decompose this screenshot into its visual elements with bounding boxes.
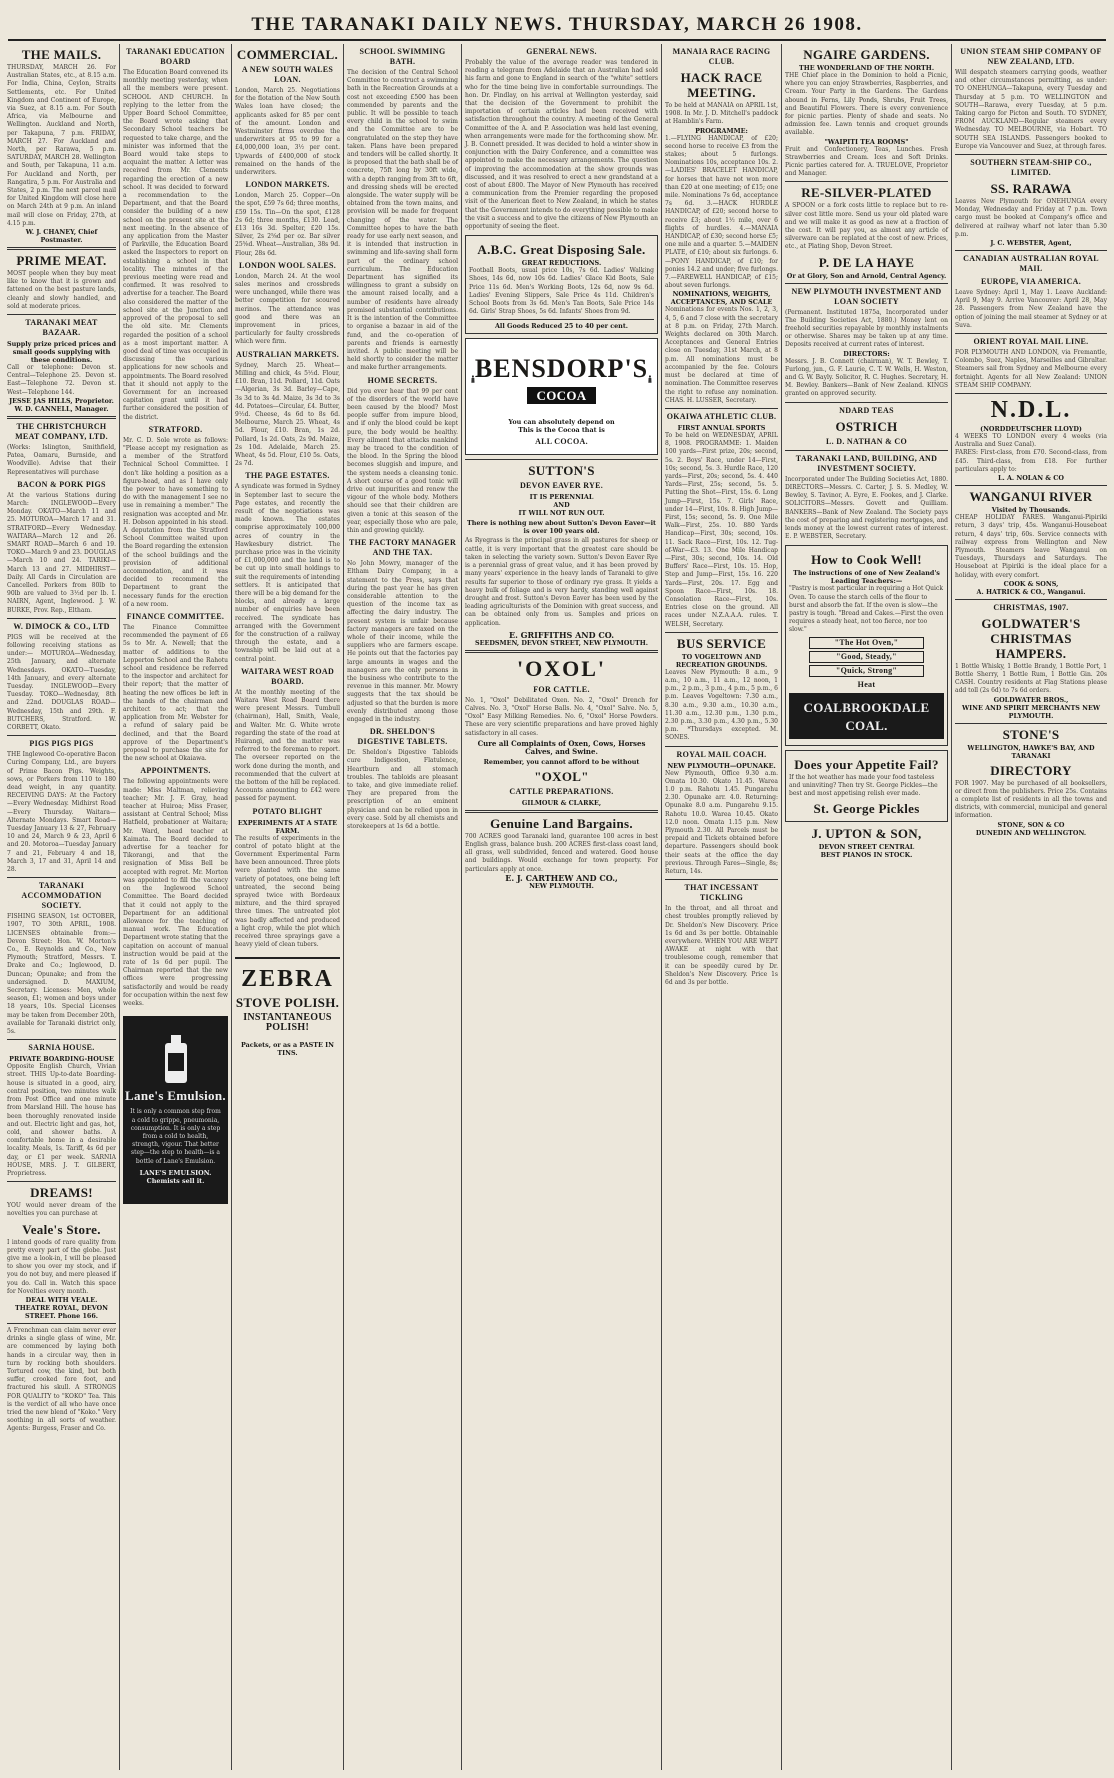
directory-heading: DIRECTORY — [990, 762, 1072, 778]
permanent-text: (Permanent. Instituted 1875a, Incorporated under The Building Societies Act, 1880.) Money lent on freehold securities repayable by monthly instalments or otherwise. Shares may be taken up at any time. Deposits received at current rates of interest. — [785, 308, 948, 349]
programme-heading: PROGRAMME: — [695, 126, 748, 135]
oxol-heading-2: "OXOL" — [534, 768, 589, 784]
directors-text: Messrs. J. B. Connett (chairman), W. T. Bewley, T. Furlong, jun., G. F. Laurie, C. T. W. Wells, H. Weston, and G. W. Bayly. Solicitor, R. C. Hughes. Secretary, H. M. Bewley. Bankers—Bank of New Zealand. KINGS granted on approved security. — [785, 357, 948, 398]
freezing-text: (Works: Islington, Smithfield, Patea, Oamaru, Burnside, and Woodville). Advise that their Representatives will purchase — [7, 443, 116, 476]
dimock-heading: W. DIMOCK & CO., LTD — [13, 621, 110, 631]
standard-teas-heading: NDARD TEAS — [839, 405, 894, 415]
bensdorp-heading: BENSDORP'S — [474, 353, 649, 383]
resilver-heading: RE-SILVER-PLATED — [801, 185, 932, 201]
column-2 — [120, 44, 232, 1770]
delahaye-sub: Or at Glory, Son and Arnold, Central Agency. — [786, 271, 947, 280]
accommodation-heading: TARANAKI ACCOMMODATION SOCIETY. — [21, 881, 102, 911]
bacon-heading: BACON & PORK PIGS — [17, 479, 106, 489]
appointments-text: The following appointments were made: Miss Maltman, relieving teacher; Mr. J. F. Gray, head teacher at Huiroa; Miss Fraser, assistant at Central School; Miss Hatfield, probationer at Waitara; Mr. Ward, head teacher at Kaimata. The Board decided to advertise for a teacher for Tikorangi, and that the resignation of Miss Bell be accepted with regret. Mr. Morton was appointed to fill the vacancy on the Inglewood School Committee. The Board decided that it could not apply to the Department for an additional allowance for the teaching of manual work. The Education Department wrote stating that the capitation on account of manual instruction would be paid at the rate of 1s 6d per pupil. The Chairman reported that the new offices were progressing satisfactorily and would be ready for occupation within the next few weeks. — [123, 778, 228, 1007]
waipiti-heading: "WAIPITI TEA ROOMS" — [824, 137, 909, 146]
dreams-heading: DREAMS! — [30, 1185, 93, 1201]
veale-text: I intend goods of rare quality from pretty every part of the globe. Just give me a look-in, I will be pleased to show you over my stock, and if you do not buy, and mere pleased if you do. Call in. Watch this space for Novelties every month. — [7, 1238, 116, 1295]
potato-heading: POTATO BLIGHT — [252, 806, 323, 816]
stratford-text: Mr. C. D. Sole wrote as follows: "Please accept my resignation as a member of the Stratford Technical School Committee. I don't like holding a position as a figure-head, and as I have only the power to have something to do with the management I see no use in remaining a member." The resignation was accepted and Mr. H. Dobson appointed in his stead. A deputation from the Stratford School Committee waited upon the Board regarding the extension of the school buildings and the provision of additional accommodation, and it was decided to recommend the Department to grant the necessary funds for the erection of a new room. — [123, 436, 228, 608]
christmas-heading: CHRISTMAS, 1907. — [993, 602, 1069, 612]
land-heading: Genuine Land Bargains. — [490, 815, 633, 831]
goldwater-sub: WINE AND SPIRIT MERCHANTS NEW PLYMOUTH. — [961, 703, 1101, 720]
stratford-heading: STRATFORD. — [148, 424, 203, 434]
commercial-heading: COMMERCIAL. — [236, 47, 339, 62]
carthew-sub: NEW PLYMOUTH. — [529, 881, 594, 890]
bus-timetable: Leaves New Plymouth: 8 a.m., 9 a.m., 10 a.m., 11 a.m., 12 noon, 1 p.m., 2 p.m., 3 p.m., 4 p.m., 5 p.m., 6 p.m. Leaves Vogeltown: 7.30 a.m., 8.30 a.m., 9.30 a.m., 10.30 a.m., 11.30 a.m., 12.30 p.m., 1.30 p.m., 2.30 p.m., 3.30 p.m., 4.30 p.m., 5.30 p.m. *Thursdays excepted. M. SONES. — [665, 668, 778, 742]
royal-mail-heading: ROYAL MAIL COACH. — [676, 749, 767, 759]
ngaire-sub: THE WONDERLAND OF THE NORTH. — [798, 64, 935, 72]
col1-bottom-text: A Frenchman can claim never ever drinks a single glass of wine, Mr. are commenced by laying both hands in a circular way, then in turn by rocking both shoulders. Tortured cow, the kind, but both suffer, crooked fore foot, and fractured his skull. A STRONGS FOR QUALITY to "KOKO" Tea. This is the verdict of all who have once tried the new blend of "Koko." Very soothing in all sorts of weather. Agents: Burgess, Fraser and Co. — [7, 1326, 116, 1433]
postmaster: W. J. CHANEY, Chief Postmaster. — [25, 228, 98, 245]
sutton-text2: AND — [553, 501, 570, 510]
masthead: THE TARANAKI DAILY NEWS. THURSDAY, MARCH 26 1908. — [8, 14, 1106, 41]
orient-heading: ORIENT ROYAL MAIL LINE. — [973, 337, 1089, 347]
gilmour-name: GILMOUR & CLARKE, — [521, 798, 602, 807]
hack-meeting-heading: HACK RACE MEETING. — [680, 70, 763, 100]
sutton-heading: SUTTON'S — [528, 463, 595, 479]
column-5 — [462, 44, 662, 1770]
finance-heading: FINANCE COMMITTEE. — [126, 612, 225, 621]
wanganui-heading: WANGANUI RIVER — [969, 489, 1093, 505]
appointments-heading: APPOINTMENTS. — [140, 766, 211, 776]
ndl-fares: FARES: First-class, from £70. Second-class, from £45. Third-class, from £18. For further particulars apply to: — [955, 449, 1107, 473]
okaiwa-text: To be held on WEDNESDAY, APRIL 8, 1908. PROGRAMME: 1. Maiden 100 yards—First prize, 20s; second, 5s. 2. Boys' Race, under 14—First, 10s; second, 5s. 3. Hurdle Race, 120 yards—First, 20s; second, 5s. 4. 440 Yards—First, 25s; second, 5s. 5. Putting the Shot—First, 15s. 6. Long Jump—First, 15s. 7. Girls' Race, under 14—First, 10s. 8. High Jump—First, 15s; second, 5s. 9. One Mile Walk—First, 25s. 10. 880 Yards Handicap—First, 30s; second, 10s. 11. Sack Race—First, 10s. 12. Tug-of-War—£3. 13. One Mile Handicap—First, 30s; second, 10s. 14. Old Buffers' Race—First, 10s. 15. Hop, Step and Jump—First, 15s. 16. 220 Yards—First, 20s. 17. Egg and Spoon Race—First, 10s. 18. Consolation Race—First, 10s. Entries close on the ground. All races under N.Z.A.A.A. rules. T. WELSH, Secretary. — [665, 431, 778, 628]
lanes-bottle-icon — [161, 1035, 191, 1085]
column-1 — [4, 44, 120, 1770]
okaiwa-sub: FIRST ANNUAL SPORTS — [677, 423, 766, 432]
waitara-text: At the monthly meeting of the Waitara West Road Board there were present Messrs. Tumbull (chairman), Hall, Smith, Veale, and Walter. Mr. G. White wrote regarding the state of the road at Huirangi, and the matter was referred to the foreman to report. The overseer reported on the work done during the month, and recommended that the culvert at the bottom of the hill be replaced. Accounts amounting to £42 were passed for payment. — [235, 688, 340, 803]
lanes-footer: LANE'S EMULSION. Chemists sell it. — [139, 1168, 212, 1185]
page-estates-text: A syndicate was formed in Sydney in September last to secure the Page estates, and recently the result of the negotiations was made known. The estates comprise approximately 100,000 acres of country in the Hawkesbury district. The purchase price was in the vicinity of £1,000,000 and the land is to be cut up into small holdings to suit the requirements of intending settlers. It is anticipated that there will be a big demand for the blocks, and already a large number of enquiries have been received. The syndicate has arranged with the Government for the construction of a railway through the estate, and a township will be laid out at a central point. — [235, 483, 340, 663]
general-news-heading: GENERAL NEWS. — [526, 47, 597, 56]
bazaar-proprietor: JESSE JAS HILLS, Proprietor. — [9, 396, 114, 405]
bus-sub: TO VOGELTOWN AND RECREATION GROUNDS. — [675, 652, 768, 669]
home-secrets-text: Did you ever hear that 99 per cent of the disorders of the world have been caused by the blood? Most people suffer from impure blood, and if only the blood could be kept pure, the body would be healthy. Every ailment that attacks mankind may be traced to the condition of the blood. In the Spring the blood becomes sluggish and impure, and the system needs a cleansing tonic. A short course of a good tonic will drive out impurities and renew the vigour of the whole body. Mothers should see that their children are given a tonic at this season of the year, especially those who are pale, thin and growing quickly. — [347, 387, 458, 534]
potato-sub: EXPERIMENTS AT A STATE FARM. — [237, 818, 338, 835]
ostrich-heading: OSTRICH — [835, 418, 898, 434]
coalbrookdale-banner — [789, 693, 944, 739]
appetite-advert — [785, 750, 948, 823]
oxol-cattle: CATTLE PREPARATIONS. — [509, 786, 614, 796]
sarnia-text: Opposite English Church, Vivian street. THIS Up-to-date Boarding-house is situated in a good, airy, central position, two minutes walk from Post Office and one minute from Marsland Hill. The house has been thoroughly renovated inside and out. Electric light and gas, hot, cold, and shower baths. A comfortable home in a desirable locality. Meals, 1s. Tariff, 4s 6d per day, or £1 per week. SARNIA HOUSE, MRS. J. T. GILBERT, Proprietress. — [7, 1063, 116, 1177]
ndl-text: 4 WEEKS TO LONDON every 4 weeks (via Australia and Suez Canal). — [955, 433, 1107, 449]
dimock-text: PIGS will be received at the following receiving stations as under:— MOTUROA—Wednesday, 25th January, and alternate Wednesdays. OKATO—Tuesday, 14th January, and every alternate Tuesday. INGLEWOOD—Every Tuesday. TOKO—Wednesday, 8th and 22nd. DOUGLAS ROAD—Wednesday, 15th and 29th. F. BUTCHERS, Stratford. W. CORBETT, Okato. — [7, 633, 116, 731]
accommodation-text: FISHING SEASON, 1st OCTOBER, 1907, TO 30th APRIL, 1908. LICENSES obtainable from:— Devon Street: Hon. W. Morton's Co., E. Reynolds and Co., New Plymouth; Stratford, Messrs. T. Drake and Co.; Inglewood, D. Duncan; Opunake; and from the undersigned. D. MAXIUM, Secretary. Licenses: Men, whole season, £1; women and boys under 18 years, 10s. Special Licenses may be taken from December 20th, available for Taranaki district only, 5s. — [7, 913, 116, 1036]
veale-footer: DEAL WITH VEALE. THEATRE ROYAL, DEVON STREET. Phone 166. — [14, 1295, 109, 1320]
appetite-text: If the hot weather has made your food tasteless and uninviting? Then try St. George Pickles—the best and most appetising relish ever made. — [789, 773, 938, 797]
lanes-advert — [123, 1016, 228, 1204]
stones-sub: WELLINGTON, HAWKE'S BAY, AND TARANAKI — [967, 743, 1095, 760]
griffiths-sub: SEEDSMEN, DEVON STREET, NEW PLYMOUTH. — [475, 638, 648, 647]
ndl-heading: N.D.L. — [990, 397, 1072, 424]
general-news-text: Probably the value of the average reader was tendered in reading a telegram from Adelaide that an Australian had sold his farm and gone to England in search of the "white" settlers who for the time being live in comfortable surroundings. The hon. Dr. Findlay, on his arrival at Wellington yesterday, said that the decision of the Government to prohibit the importation of certain articles had been received with satisfaction throughout the country. A meeting of the General Committee of the A. and P. Association was held last evening, when arrangements were made for the forthcoming show. Mr. J. B. Connett presided. It was decided to hold a winter show in conjunction with the Dairy Conference, and a committee was appointed to make the necessary arrangements. The question of improving the accommodation at the show grounds was discussed, and it was resolved to erect a new grandstand at a cost of about £800. The Mayor of New Plymouth has received a communication from the Premier regarding the proposed visit of the American fleet to New Zealand, in which he states that the Government intends to do everything possible to make the visit a success and to give the citizens of New Plymouth an opportunity of seeing the fleet. — [465, 59, 658, 231]
bazaar-manager: W. D. CANNELL, Manager. — [14, 404, 109, 413]
resilver-text: A SPOON or a fork costs little to replace but to re-silver cost little more. Send us your old plated ware and we will make it as good as new at a fraction of the cost. It will pay you, as almost any article of silverware can be replated at the cost of new. Prices, etc., at Plating Shop, Devon Street. — [785, 202, 948, 251]
finance-text: The Finance Committee recommended the payment of £6 5s to Mr. A. Newell; that the matter of additions to the Lepperton School and the Rahotu school and residence be referred to the inspector and architect for their report; that the matter of heating the new offices be left in the hands of the chairman and architect to act; that the application from Mr. Webster for a refund of salary paid be declined, and that the Board approve of the Department's proposal to purchase the site for the new school at Okaiawa. — [123, 624, 228, 763]
cook-heading: How to Cook Well! — [811, 552, 922, 568]
southern-heading: SOUTHERN STEAM-SHIP CO., LIMITED. — [970, 158, 1092, 178]
sutton-text: As Ryegrass is the principal grass in all pastures for sheep or cattle, it is very important that the greatest care should be taken in selecting the variety sown. Sutton's Devon Eaver Rye is a perennial grass of great value, and it has been proved by many years' experience in the heavy lands of Taranaki to give results far superior to those of ordinary rye grass. It yields a heavy bulk of foliage and is very hardy, standing well against drought and frost. Sutton's Devon Eaver has been used by the leading agriculturists of the Dominion with great success, and can be obtained only from us. Samples and prices on application. — [465, 537, 658, 627]
column-4 — [344, 44, 462, 1770]
royal-mail-timetable: New Plymouth, Office 9.30 a.m. Omata 10.30. Okato 11.45. Warea 1.0 p.m. Rahotu 1.45. Pungarehu 2.30. Opunake arr. 4.0. Returning: Opunake 8.0 a.m. Pungarehu 9.15. Rahotu 10.0. Warea 10.45. Okato 12.0 noon. Omata 1.15 p.m. New Plymouth 2.30. All Parcels must be prepaid and Tickets obtained before departure. Passengers should book their seats at the office the day previous. Through Fares—Single, 8s; Return, 14s. — [665, 769, 778, 876]
bensdorp-text1: You can absolutely depend on — [508, 418, 615, 427]
ngaire-heading: NGAIRE GARDENS. — [803, 47, 930, 62]
column-8 — [952, 44, 1110, 1770]
ngaire-text: THE Chief place in the Dominion to hold a Picnic, where you can enjoy Strawberries, Raspberries, and Cream. Your Party in the Gardens. The Gardens abound in Ferns, Lily Ponds, Shrubs, Fruit Trees, and Beautiful Flowers. There is every convenience for picnic parties. Plenty of shade and seats. No admission fee. Lawn tennis and croquet grounds available. — [785, 72, 948, 137]
education-text: The Education Board convened its monthly meeting yesterday, when all the members were present. SCHOOL AND CHURCH. In replying to the letter from the Upper Board School Committee, the Board wrote asking that Secondary School teachers be requested to take charge, and the minister was informed that the Board would take steps to acquaint the matter. A letter was received from Mr. Clements regarding the erection of a new school. It was decided to forward a recommendation to the Department, and that the Board consider the building of a new school on the present site at the next meeting. In the absence of any application from the Master of Parkville, the Education Board asked the Inspectors to report on establishing a school in that locality. The minutes of the previous meeting were read and confirmed. It was resolved to advertise for a teacher. The Board also considered the matter of the school site at the Junction and approved of the proposal to sell the old site. Mr. Clements regarded the position of a school as a most important matter. A good deal of time was occupied in discussing the various applications for new schools and appointments. The Board resolved that it should not apply to the Government for an increased capitation grant until it had further considered the position of the district. — [123, 69, 228, 421]
column-6 — [662, 44, 782, 1770]
appetite-heading: Does your Appetite Fail? — [794, 756, 939, 772]
tickling-heading: THAT INCESSANT TICKLING — [684, 883, 759, 903]
sutton-text1: IT IS PERENNIAL — [529, 493, 594, 502]
sheldon-text: Dr. Sheldon's Digestive Tabloids cure Indigestion, Flatulence, Heartburn and all stomach troubles. The tabloids are pleasant to take, and give immediate relief. They are prepared from the prescription of an eminent physician and can be relied upon in every case. Sold by all chemists and storekeepers at 1s 6d a bottle. — [347, 749, 458, 831]
potato-text: The results of experiments in the control of potato blight at the Government Experimental Farm have been announced. Three plots were planted with the same variety of potatoes, one being left untreated, the second being sprayed twice with Bordeaux mixture, and the third sprayed three times. The untreated plot was badly affected and produced a light crop, while the plot which received three sprayings gave a heavy yield of clean tubers. — [235, 834, 340, 949]
upton-sub: DEVON STREET CENTRAL — [818, 843, 915, 852]
australian-markets-text: Sydney, March 25. Wheat—Milling and chick, 4s 5½d. Flour, £10. Bran, 11d. Pollard, 11d. Oats—Algerian, 3s 3d. Barley—Cape, 3s 3d to 3s 4d. Maize, 3s 3d to 3s 4d. Potatoes—Circular, £4. Butter, 9½d. Cheese, 4s 6d to 8s 6d. Melbourne, March 25. Wheat, 4s 5d. Flour, £10. Bran, 1s 2d. Pollard, 1s 2d. Oats, 2s 9d. Maize, 2s 10d. Adelaide, March 25. Wheat, 4s 5d. Flour, £10 5s. Oats, 2s 7d. — [235, 361, 340, 468]
london-markets-heading: LONDON MARKETS. — [245, 180, 330, 190]
mails-text: THURSDAY, MARCH 26. For Australian States, etc., at 8.15 a.m. For India, China, Ceylon, Straits Settlements, etc. For United Kingdom and Continent of Europe, via Suez, at 8.15 a.m. For South Africa, via Melbourne and Wellington. Auckland and North, per Takapuna, 7 p.m. FRIDAY, MARCH 27. For Auckland and North, per Rarawa, 5 p.m. SATURDAY, MARCH 28. Wellington and South, per Takapuna, 11 a.m. For Auckland and North, per Rangatira, 5 p.m. For Australia and States, 2 p.m. The next parcel mail for United Kingdom will close here on March 24th at 9 p.m. An inland mail will close on Friday, 27th, at 4.15 p.m. — [7, 64, 116, 227]
meat-bazaar-sub: Supply prize priced prices and small goods supplying with these conditions. — [7, 340, 116, 365]
rarawa-heading: SS. RARAWA — [990, 181, 1072, 197]
directors-heading: DIRECTORS: — [843, 349, 890, 358]
freezing-heading: THE CHRISTCHURCH MEAT COMPANY, LTD. — [15, 421, 108, 441]
abc-sub: GREAT REDUCTIONS. — [521, 259, 602, 268]
zebra-sub2: INSTANTANEOUS POLISH! — [243, 1012, 332, 1034]
abc-advert — [465, 235, 658, 334]
europe-heading: EUROPE, VIA AMERICA. — [980, 277, 1082, 287]
heat-label: Heat — [857, 679, 876, 689]
abc-footer: All Goods Reduced 25 to 40 per cent. — [469, 319, 654, 330]
cook-instructions: The instructions of one of New Zealand's Leading Teachers:— — [793, 569, 940, 586]
good-steady-label: "Good, Steady," — [809, 651, 924, 663]
building-society-text: Incorporated under The Building Societies Act, 1880. DIRECTORS—Messrs. C. Carter, J. S. S. Medley, W. Bewley, S. Tavinor, A. Eyre, E. Fookes, and J. Clarke. SOLICITORS—Messrs. Govett and Quilliam. BANKERS—Bank of New Zealand. The Society pays the cost of preparing and registering mortgages, and lends money at the lowest current rates of interest. E. P. WEBSTER, Secretary. — [785, 475, 948, 541]
dreams-text: YOU would never dream of the novelties you can purchase at — [7, 1202, 116, 1218]
lanes-heading: Lane's Emulsion. — [125, 1088, 226, 1104]
goldwater-bros: GOLDWATER BROS., — [993, 695, 1069, 704]
orient-text: FOR PLYMOUTH AND LONDON, via Fremantle, Colombo, Suez, Naples, Marseilles and Gibraltar. Steamers sail from Sydney and Melbourne every fortnight. Agents for all New Zealand: UNION STEAM SHIP COMPANY. — [955, 349, 1107, 389]
cook-text: "Pastry is most particular in requiring a Hot Quick Oven. To cause the starch cells of the flour to burst and absorb the fat. If the oven is slow—the pastry is tough. "Bread and Cakes.—First the oven requires a steady heat, not too fierce, nor too slow." — [789, 585, 944, 634]
waipiti-text: Fruit and Confectionery, Teas, Lunches. Fresh Strawberries and Cream. Ices and Soft Drinks. Picnic parties catered for. A. TRUELOVE, Proprietor and Manager. — [785, 145, 948, 178]
union-heading: UNION STEAM SHIP COMPANY OF NEW ZEALAND, LTD. — [960, 47, 1102, 66]
upton-pianos: BEST PIANOS IN STOCK. — [820, 851, 913, 860]
cook-sons: COOK & SONS, — [1003, 579, 1059, 588]
swimming-text: The decision of the Central School Committee to construct a swimming bath in the Recreation Grounds at a cost not exceeding £500 has been commended by parents and the public. It will be possible to teach every child in the school to swim and the Committee are to be congratulated on the step they have taken. Plans have been prepared and tenders will be called shortly. It is proposed that the bath shall be of concrete, 75ft long by 30ft wide, with a depth ranging from 3ft to 6ft, and dressing sheds will be erected alongside. The water supply will be obtained from the town mains, and provision will be made for frequent changing of the water. The Committee hopes to have the bath ready for use early next season, and it is intended that instruction in swimming and life-saving shall form part of the ordinary school curriculum. The Education Department has signified its willingness to grant a subsidy on the amount raised locally, and a number of residents have already promised substantial contributions. It is the intention of the Committee to organise a bazaar in aid of the fund, and the co-operation of parents and friends is earnestly invited. A public meeting will be held shortly to consider the matter and make further arrangements. — [347, 69, 458, 372]
column-7 — [782, 44, 952, 1770]
wool-sales-heading: LONDON WOOL SALES. — [238, 260, 337, 270]
royal-mail-sub: NEW PLYMOUTH—OPUNAKE. — [667, 761, 776, 770]
factory-heading: THE FACTORY MANAGER AND THE TAX. — [348, 538, 457, 558]
sarnia-sub: PRIVATE BOARDING-HOUSE — [9, 1055, 114, 1064]
nominations-text: Nominations for events Nos. 1, 2, 3, 4, 5, 6 and 7 close with the secretary at 8 p.m. on Friday, 27th March. Weights declared on 30th March. Acceptances and General Entries close on Tuesday, 31st March, at 8 p.m. All nominations must be accompanied by the fee. Colours must be declared at time of nomination. The Committee reserves the right to refuse any nomination. CHAS. H. LUSSER, Secretary. — [665, 306, 778, 404]
oxol-sub: FOR CATTLE. — [533, 684, 590, 694]
programme-text: 1.—FLYING HANDICAP, of £20; second horse to receive £3 from the stakes; about 5 furlongs. Nominations 10s, acceptance 10s. 2.—LADIES' BRACELET HANDICAP, for horses that have not won more than £20 at one meeting; of £15; one mile. Nominations 7s 6d, acceptance 7s 6d. 3.—HACK HURDLE HANDICAP, of £20; second horse to receive £3; about 1½ mile, over 6 flights of hurdles. 4.—MANAIA HANDICAP, of £30; second horse £5; one mile and a quarter. 5.—MAIDEN PLATE, of £10; about six furlongs. 6.—PONY HANDICAP, of £10; for ponies 14.2 and under; five furlongs. 7.—FAREWELL HANDICAP, of £15; about seven furlongs. — [665, 134, 778, 290]
bensdorp-text3: ALL COCOA. — [535, 437, 588, 447]
nathan-heading: L. D. NATHAN & CO — [826, 436, 907, 446]
nominations-heading: NOMINATIONS, WEIGHTS, ACCEPTANCES, AND SCALE — [670, 290, 773, 307]
directory-text: FOR 1907. May be purchased of all booksellers, or direct from the publishers. Price 25s. Contains a complete list of residents in all the towns and districts, with commercial, municipal and general information. — [955, 779, 1107, 820]
meat-bazaar-heading: TARANAKI MEAT BAZAAR. — [25, 318, 98, 338]
st-george-heading: St. George Pickles — [813, 801, 920, 817]
quick-strong-label: "Quick, Strong" — [809, 665, 924, 677]
coalbrookdale-advert — [785, 545, 948, 745]
tickling-text: In the throat, and all throat and chest troubles promptly relieved by Dr. Sheldon's New Discovery. Price 1s 6d and 3s per bottle. Obtainable everywhere. WHEN YOU ARE WEPT AWAKE at night with that troublesome cough, remember that it can be speedily cured by Dr. Sheldon's New Discovery. Price 1s 6d and 3s per bottle. — [665, 905, 778, 987]
rarawa-text: Leaves New Plymouth for ONEHUNGA every Monday, Wednesday and Friday at 7 p.m. Town cargo must be booked at Company's office and delivered at railway wharf not later than 5.30 p.m. — [955, 198, 1107, 238]
okaiwa-heading: OKAIWA ATHLETIC CLUB. — [666, 411, 777, 421]
veale-heading: Veale's Store. — [22, 1221, 101, 1237]
stones-heading: STONE'S — [1002, 726, 1060, 742]
bensdorp-sub: COCOA — [527, 387, 597, 404]
zebra-footer: Packets, or as a PASTE IN TINS. — [241, 1041, 334, 1058]
wool-sales-text: London, March 24. At the wool sales merinos and crossbreds were unchanged, while there was better competition for scoured merinos. The attendance was good and there was an improvement in prices, particularly for faulty crossbreds which were firm. — [235, 272, 340, 346]
wanganui-sub: Visited by Thousands. — [991, 506, 1071, 515]
swimming-heading: SCHOOL SWIMMING BATH. — [359, 47, 446, 66]
sarnia-heading: SARNIA HOUSE. — [28, 1043, 95, 1053]
bacon-text: At the various Stations during March: INGLEWOOD—Every Monday. OKATO—March 11 and 25. MOTUROA—March 17 and 31. STRATFORD—Every Wednesday. WAITARA—March 12 and 26. SMART ROAD—March 6 and 19. TOKO—March 9 and 23. DOUGLAS—March 10 and 24. TARIKI—March 13 and 27. MIDHIRST—Daily. All Cards in Circulation are Cancelled. Porkers from 80lb to 90lb are valued to 3½d per lb. I. NAIRN, Agent, Inglewood. J. W. BURKE, Prov. Rep., Eltham. — [7, 491, 116, 614]
bazaar-phones: Call or telephone: Devon st. Central—Telephone 25. Devon st. East—Telephone 72. Devon st. West—Telephone 144. — [7, 364, 116, 396]
stone-son-sub: DUNEDIN AND WELLINGTON. — [975, 828, 1087, 837]
canadian-text: Leave Sydney: April 1, May 1. Leave Auckland: April 9, May 9. Arrive Vancouver: April 28, May 28. Passengers from New Zealand have the option of joining the mail steamer at Sydney or at Suva. — [955, 289, 1107, 329]
cook-sons-sub: A. HATRICK & CO., Wanganui. — [976, 587, 1086, 596]
column-3 — [232, 44, 344, 1770]
upton-heading: J. UPTON & SON, — [811, 826, 922, 842]
hot-oven-label: "The Hot Oven," — [809, 637, 924, 649]
oxol-list: No. 1, "Oxol" Debilitated Oxen. No. 2, "Oxol" Drench for Calves. No. 3, "Oxol" Horse Balls. No. 4, "Oxol" Salve. No. 5, "Oxol" Easy Milking Remedies. No. 6, "Oxol" Horse Powders. These are very scientific preparations and have proved highly satisfactory in all cases. — [465, 696, 658, 737]
griffiths-name: E. GRIFFITHS AND CO. — [509, 629, 614, 640]
prime-meat-heading: PRIME MEAT. — [16, 253, 107, 269]
coalbrookdale-heading: COALBROOKDALE — [803, 699, 930, 715]
hack-meeting-text: To be held at MANAIA on APRIL 1st, 1908. In Mr. J. D. Mitchell's paddock at Hamblin's Farm. — [665, 102, 778, 126]
wanganui-text: CHEAP HOLIDAY FARES. Wanganui-Pipiriki return, 3 days' trip, 45s. Wanganui-Houseboat return, 4 days' trip, 60s. Service connects with railway express from Wellington and New Plymouth. Steamers leave Wanganui on Tuesdays, Thursdays and Saturdays. The Houseboat at Pipiriki is the ideal place for a holiday, with every comfort. — [955, 514, 1107, 579]
bus-heading: BUS SERVICE — [676, 635, 767, 651]
oxol-cure: Cure all Complaints of Oxen, Cows, Horses Calves, and Swine. — [477, 738, 646, 756]
oxol-heading: 'OXOL' — [516, 655, 606, 681]
sheldon-heading: DR. SHELDON'S DIGESTIVE TABLETS. — [357, 727, 448, 747]
home-secrets-heading: HOME SECRETS. — [367, 375, 438, 385]
sutton-text3: IT WILL NOT RUN OUT. — [518, 509, 605, 518]
zebra-sub1: STOVE POLISH. — [235, 995, 340, 1011]
child-figure-right-icon — [648, 344, 652, 414]
sutton-tag: There is nothing new about Sutton's Devon Eaver—it is over 100 years old. — [466, 519, 657, 536]
canadian-heading: CANADIAN AUSTRALIAN ROYAL MAIL — [963, 254, 1099, 274]
nsw-loan-text: London, March 25. Negotiations for the flotation of the New South Wales loan have closed; the applicants asked for 85 per cent of the amount. London and Westminster firms overdue the underwriters at 95 to 99 for a £4,000,000 loan, 3½ per cent. Upwards of £400,000 of stock remained on the hands of the underwriters. — [235, 87, 340, 177]
delahaye-heading: P. DE LA HAYE — [818, 254, 915, 270]
abc-text: Football Boots, usual price 10s, 7s 6d. Ladies' Walking Shoes, 14s 6d, now 10s 6d. Ladies' Glace Kid Boots, Sale Price 11s 6d. Men's Working Boots, 12s 6d, now 9s 6d. Ladies' Evening Slippers, Sale Price 4s 11d. Children's School Boots from 3s 6d. Men's Tan Boots, Sale Price 14s 6d. Girls' Strap Shoes, 5s 6d. Infants' Shoes from 9d. — [469, 267, 654, 316]
coal-heading: COAL. — [845, 717, 888, 733]
prime-meat-text: MOST people when they buy meat like to know that it is grown and fattened on the best pasture lands, cleanly and slowly handled, and sold at moderate prices. — [7, 270, 116, 310]
goldwaters-heading: GOLDWATER'S CHRISTMAS HAMPERS. — [981, 615, 1081, 661]
mails-heading: THE MAILS. — [21, 47, 102, 62]
australian-markets-heading: AUSTRALIAN MARKETS. — [235, 349, 340, 359]
stone-son: STONE, SON & CO — [997, 820, 1065, 829]
waitara-heading: WAITARA WEST ROAD BOARD. — [240, 666, 335, 686]
goldwaters-text: 1 Bottle Whisky, 1 Bottle Brandy, 1 Bottle Port, 1 Bottle Sherry, 1 Bottle Rum, 1 Bottle Gin. 20s CASH. Country residents at Flag Stations please add toll (2s 6d) to 7s 6d orders. — [955, 662, 1107, 695]
london-markets-text: London, March 25. Copper—On the spot, £59 7s 6d; three months, £59 15s. Tin—On the spot, £128 2s 6d; three months, £130. Lead, £13 16s 3d. Spelter, £20 15s. Silver, 2s 2⅝d per oz. Bar silver 25⅝d. Wheat—Australian, 38s 9d. Flour, 28s 6d. — [235, 192, 340, 257]
abc-heading: A.B.C. Great Disposing Sale. — [477, 242, 646, 258]
pigs-heading: PIGS PIGS PIGS — [29, 739, 94, 749]
land-text: 700 ACRES good Taranaki land, guarantee 100 acres in best English grass, balance bush. 200 ACRES first-class coast land, all grass, well subdivided, fenced and watered. Good house and buildings. Would exchange for town property. For particulars apply at once. — [465, 832, 658, 873]
page-estates-heading: THE PAGE ESTATES. — [245, 471, 330, 481]
nsw-loan-heading: A NEW SOUTH WALES LOAN. — [241, 65, 334, 84]
lanes-text: It is only a common step from a cold to grippe, pneumonia, consumption. It is only a step from a cold to health, strength, vigour. That better step—the step to health—is a bottle of Lane's Emulsion. — [130, 1108, 221, 1165]
ndl-sub: (NORDDEUTSCHER LLOYD) — [980, 425, 1082, 434]
factory-text: No John Mowry, manager of the Eltham Dairy Company, in a statement to the Press, says that during the past year he has given considerable attention to the question of the income tax as affecting the dairy industry. The present system is unfair because factory managers are taxed on the whole of their income, while the suppliers who are farmers escape. He points out that the factories pay large amounts in wages and the managers are the only persons in the business who contribute to the revenue in this manner. Mr. Mowry suggests that the tax should be adjusted so that the burden is more evenly distributed among those engaged in the industry. — [347, 560, 458, 724]
building-society-heading: TARANAKI LAND, BUILDING, AND INVESTMENT SOCIETY. — [795, 453, 938, 473]
zebra-advert — [235, 957, 340, 1057]
oxol-remember: Remember, you cannot afford to be without — [483, 757, 640, 766]
nolan-agent: L. A. NOLAN & CO — [998, 474, 1064, 483]
bensdorp-text2: This is the Cocoa that is — [518, 426, 605, 435]
education-heading: TARANAKI EDUCATION BOARD — [126, 47, 225, 66]
racing-club-heading: MANAIA RACE RACING CLUB. — [672, 47, 771, 66]
webster-agent: J. C. WEBSTER, Agent, — [990, 239, 1072, 248]
pigs-text: THE Inglewood Co-operative Bacon Curing Company, Ltd., are buyers of Prime Bacon Pigs. Weights, sows, or Porkers from 110 to 180 dead weight, in any quantity. RECEIVING DAYS: At the Factory—Every Wednesday. Midhirst Road—Every Thursday. Waitara—Alternate Mondays. Smart Road—Tuesday January 13 & 27, February 10 and 24, March 9 & 23, April 6 and 20. Motoroa—Tuesday January 7 and 21, February 4 and 18, March 3, 17 and 31, April 14 and 28. — [7, 751, 116, 874]
permanent-heading: NEW PLYMOUTH INVESTMENT AND LOAN SOCIETY — [791, 286, 942, 306]
sutton-sub: DEVON EAVER RYE. — [519, 481, 604, 491]
bensdorp-advert — [465, 338, 658, 455]
carthew-name: E. J. CARTHEW AND CO., — [505, 872, 618, 883]
zebra-heading: ZEBRA — [241, 966, 334, 993]
union-text: Will despatch steamers carrying goods, weather and other circumstances permitting, as under: TO ONEHUNGA—Takapuna, every Tuesday and Thursday at 5 p.m. TO WELLINGTON and SOUTH—Rarawa, every Tuesday, at 5 p.m. Taking cargo for Picton and South. TO SYDNEY, FROM AUCKLAND—Regular steamers every Wednesday. TO MELBOURNE, via Hobart. TO SOUTH SEA ISLANDS. Passengers booked to Europe via Vancouver and Suez, at through fares. — [955, 69, 1107, 150]
